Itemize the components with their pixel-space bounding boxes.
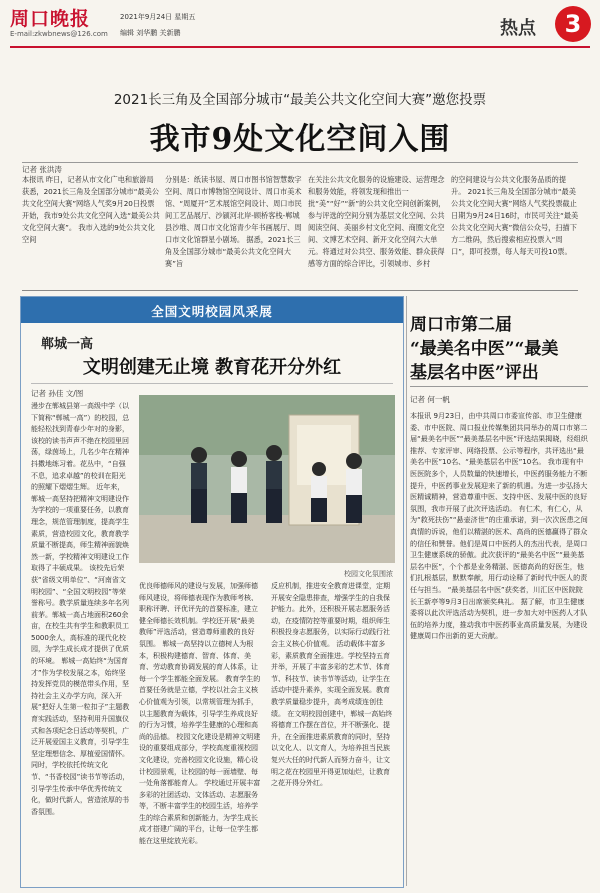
side-title-line2: “最美名中医”“最美 xyxy=(410,339,559,359)
lead-column-3: 在关注公共文化服务的设施建设、运营理念和服务效能，将领发现和推出一批“美”“好”“新”的公共文化空间创新案例，参与评选的空间分别为基层文化空间、公共阅读空间、美丽乡村文化空间、商圈文化空间、文博艺术空间、新开文化空间六大单元。将通过对公共空、服务效能、群众获得感等方面的综合评比，引领城市、乡村 xyxy=(308,175,446,268)
section-title: 热点 xyxy=(500,18,536,39)
page-number-badge: 3 xyxy=(555,6,591,42)
feature-column-3: 反应机制，推进安全教育进课堂，定期开展安全隐患排查，增强学生的自我保护能力。此外，还积极开展志愿服务活动，在疫情防控等重要时期，组织师生积极投身志愿服务，以实际行动践行社会主义核心价值观。 活动载体丰富多彩，素质教育全面推进。学校坚持五育并举，开展了丰富多彩的艺术节、体育节、科技节、读书节等活动，让学生在活动中提升素养，实现全面发展。教育教学质量稳步提升，高考成绩连创佳绩。 在文明校园创建中，郸城一高始终将德育工作摆在首位，并不断强化、提升，在全面推进素质教育的同时，坚持以文化人、以文育人，为培养担当民族复兴大任的时代新人而努力奋斗，让文明之花在校园里开得更加灿烂，让教育之花开得分外红。 xyxy=(271,582,393,788)
campus-photo-image xyxy=(139,395,395,563)
side-title-line1: 周口市第二届 xyxy=(410,315,512,335)
side-story-body: 本报讯 9月23日，由中共周口市委宣传部、市卫生健康委、市中医院、周口报业传媒集团共同举办的周口市第二届“最美名中医”“最美基层名中医”评选结果揭晓，经组织推荐、专家评审、网络投票、公示等程序，共评选出“最美名中医”10名、“最美基层名中医”10名。 我市现有中医医院多个，人员数量的快速增长，中医药服务能力不断提升，中医药事业发展迎来了新的机遇。为进一步弘扬大医精诚精神，营造尊重中医、支持中医、发展中医的良好氛围，我市开展了此次评选活动。 有仁术，有仁心，从为“救死扶伤”“悬壶济世”的庄重承诺，到一次次医患之间真情的诉说，他们以精湛的医术、高尚的医德赢得了群众的信任和赞誉。他们是周口中医药人的杰出代表，是周口卫生健康系统的骄傲。此次获评的“最美名中医”“最美基层名中医”，个个都是业务精湛、医德高尚的好医生，他们扎根基层，默默奉献，用行动诠释了新时代中医人的责任与担当。 “最美基层名中医”获奖者，川汇区中医院院长王新亭等9月3日出席颁奖典礼。 据了解，市卫生健康委将以此次评选活动为契机，进一步加大对中医药人才队伍的培养力度，推动我市中医药事业高质量发展，为建设健康周口作出新的更大贡献。 xyxy=(410,411,588,641)
feature-title: 文明创建无止境 教育花开分外红 xyxy=(82,357,342,378)
column-divider xyxy=(406,296,407,886)
lead-kicker: 2021长三角及全国部分城市“最美公共文化空间大赛”邀您投票 xyxy=(113,92,487,108)
feature-banner xyxy=(21,297,403,323)
feature-byline: 记者 孙佳 文/图 xyxy=(31,389,84,398)
lead-column-4: 的空间建设与公共文化服务品质的提升。 2021长三角及全国部分城市“最美公共文化空间大赛”网络人气奖投票截止日期为9月24日16时，市民可关注“最美公共文化空间大赛”微信公众号，扫描下方二维码，然后搜索相应投票入“周口”，即可投票，每人每天可投10票。 xyxy=(451,175,579,256)
lead-headline: 我市9处文化空间入围 xyxy=(149,122,451,157)
masthead-rule xyxy=(10,46,590,48)
section-divider xyxy=(22,290,578,291)
feature-title-rule xyxy=(31,383,393,384)
feature-box xyxy=(20,296,404,888)
lead-column-1: 本报讯 昨日，记者从市文化广电和旅游局获悉，2021长三角及全国部分城市“最美公共文化空间大赛”网络人气奖9月20日投票开始，我市9处公共文化空间入选“最美公共文化空间大赛”。 我市入选的9处公共文化空间 xyxy=(22,175,160,244)
feature-school-name: 郸城一高 xyxy=(41,337,94,352)
feature-column-1: 漫步在郸城县第一高级中学（以下简称“郸城一高”）的校园，总能轻松找到青春少年对的身影，该校的读书声声不绝在校园里回荡，绿茵场上，几名少年在精神抖擞地练习着。花丛中，“自强不息，追求卓越”的校训在阳光的照耀下熠熠生辉。 近年来，郸城一高坚持把精神文明建设作为学校的一项重要任务，以教育理念，规范管理制度，提高学生素质，营造校园文化，教育教学质量不断提高，师生精神面貌焕然一新，学校精神文明建设工作取得了丰硕成果。 该校先后荣获“省级文明单位”、“河南省文明校园”、“全国文明校园”等荣誉称号。教学质量连续多年名列前茅。郸城一高占地面积260余亩，在校生共有学生和教职员工5000余人，高标准的现代化校园，为学生成长成才提供了优质的环境。 郸城一高始终“为国育才”作为学校发展之本，始终坚持发挥党员的模范带头作用，坚持社会主义办学方向，深入开展“把好人生第一粒扣子”主题教育实践活动，坚持利用升国旗仪式和各项纪念日活动等契机，广泛开展爱国主义教育，引导学生坚定理想信念、厚植爱国情怀。 同时，学校依托传统文化节、“书香校园”读书节等活动，引导学生传承中华优秀传统文化，做时代新人，营造浓厚的书香氛围。 xyxy=(31,402,130,816)
side-title-line3: 基层名中医”评出 xyxy=(410,363,539,383)
contact-email: E-mail:zkwbnews@126.com xyxy=(10,30,108,38)
feature-column-2: 优良师德师风的建设与发展，加强师德师风建设，将师德表现作为教师考核、职称评聘、评优评先的首要标准，建立健全师德长效机制。学校还开展“最美教师”评选活动，营造尊师重教的良好氛围。 郸城一高坚持以立德树人为根本，积极构建德育、智育、体育、美育、劳动教育协调发展的育人体系，让每一个学生都能全面发展。 教育学生的首要任务就是立德，学校以社会主义核心价值观为引领，以常规管理为抓手，以主题教育为载体，引导学生养成良好的行为习惯，培养学生健康的心理和高尚的品德。 校园文化建设是精神文明建设的重要组成部分，学校高度重视校园文化建设，完善校园文化设施，精心设计校园景观，让校园的每一面墙壁、每一处角落都能育人。 学校通过开展丰富多彩的社团活动、文体活动、志愿服务等，不断丰富学生的校园生活，培养学生的综合素质和创新能力，为学生成长成才搭建广阔的平台，让每一位学生都能在这里绽放光彩。 xyxy=(139,582,261,846)
headline-rule xyxy=(22,162,578,163)
newspaper-logo: 周口晚报 xyxy=(10,8,91,30)
feature-banner-text: 全国文明校园风采展 xyxy=(151,304,273,319)
photo-caption: 校园文化氛围浓 xyxy=(344,570,393,578)
editors-line: 编辑 刘华鹏 关新鹏 xyxy=(120,29,181,37)
masthead xyxy=(0,0,600,70)
campus-photo xyxy=(139,395,395,563)
side-title-rule xyxy=(410,386,588,387)
side-byline: 记者 何一帆 xyxy=(410,395,450,404)
issue-date: 2021年9月24日 星期五 xyxy=(120,13,196,21)
lead-column-2: 分别是：纸读书屋、周口市图书馆智慧数字空间、周口市博物馆空间设计、周口市美术馆、“周厦开”艺术展馆空间设计、周口市民间工艺品展厅、沙颍河北岸-顾桥客栈-郸城县沙堆、周口市文化馆青少年书画展厅、周口市文化馆群星小剧场。 据悉，2021长三角及全国部分城市“最美公共文化空间大赛”旨 xyxy=(165,175,302,268)
lead-byline: 记者 张洪涛 xyxy=(22,165,62,174)
